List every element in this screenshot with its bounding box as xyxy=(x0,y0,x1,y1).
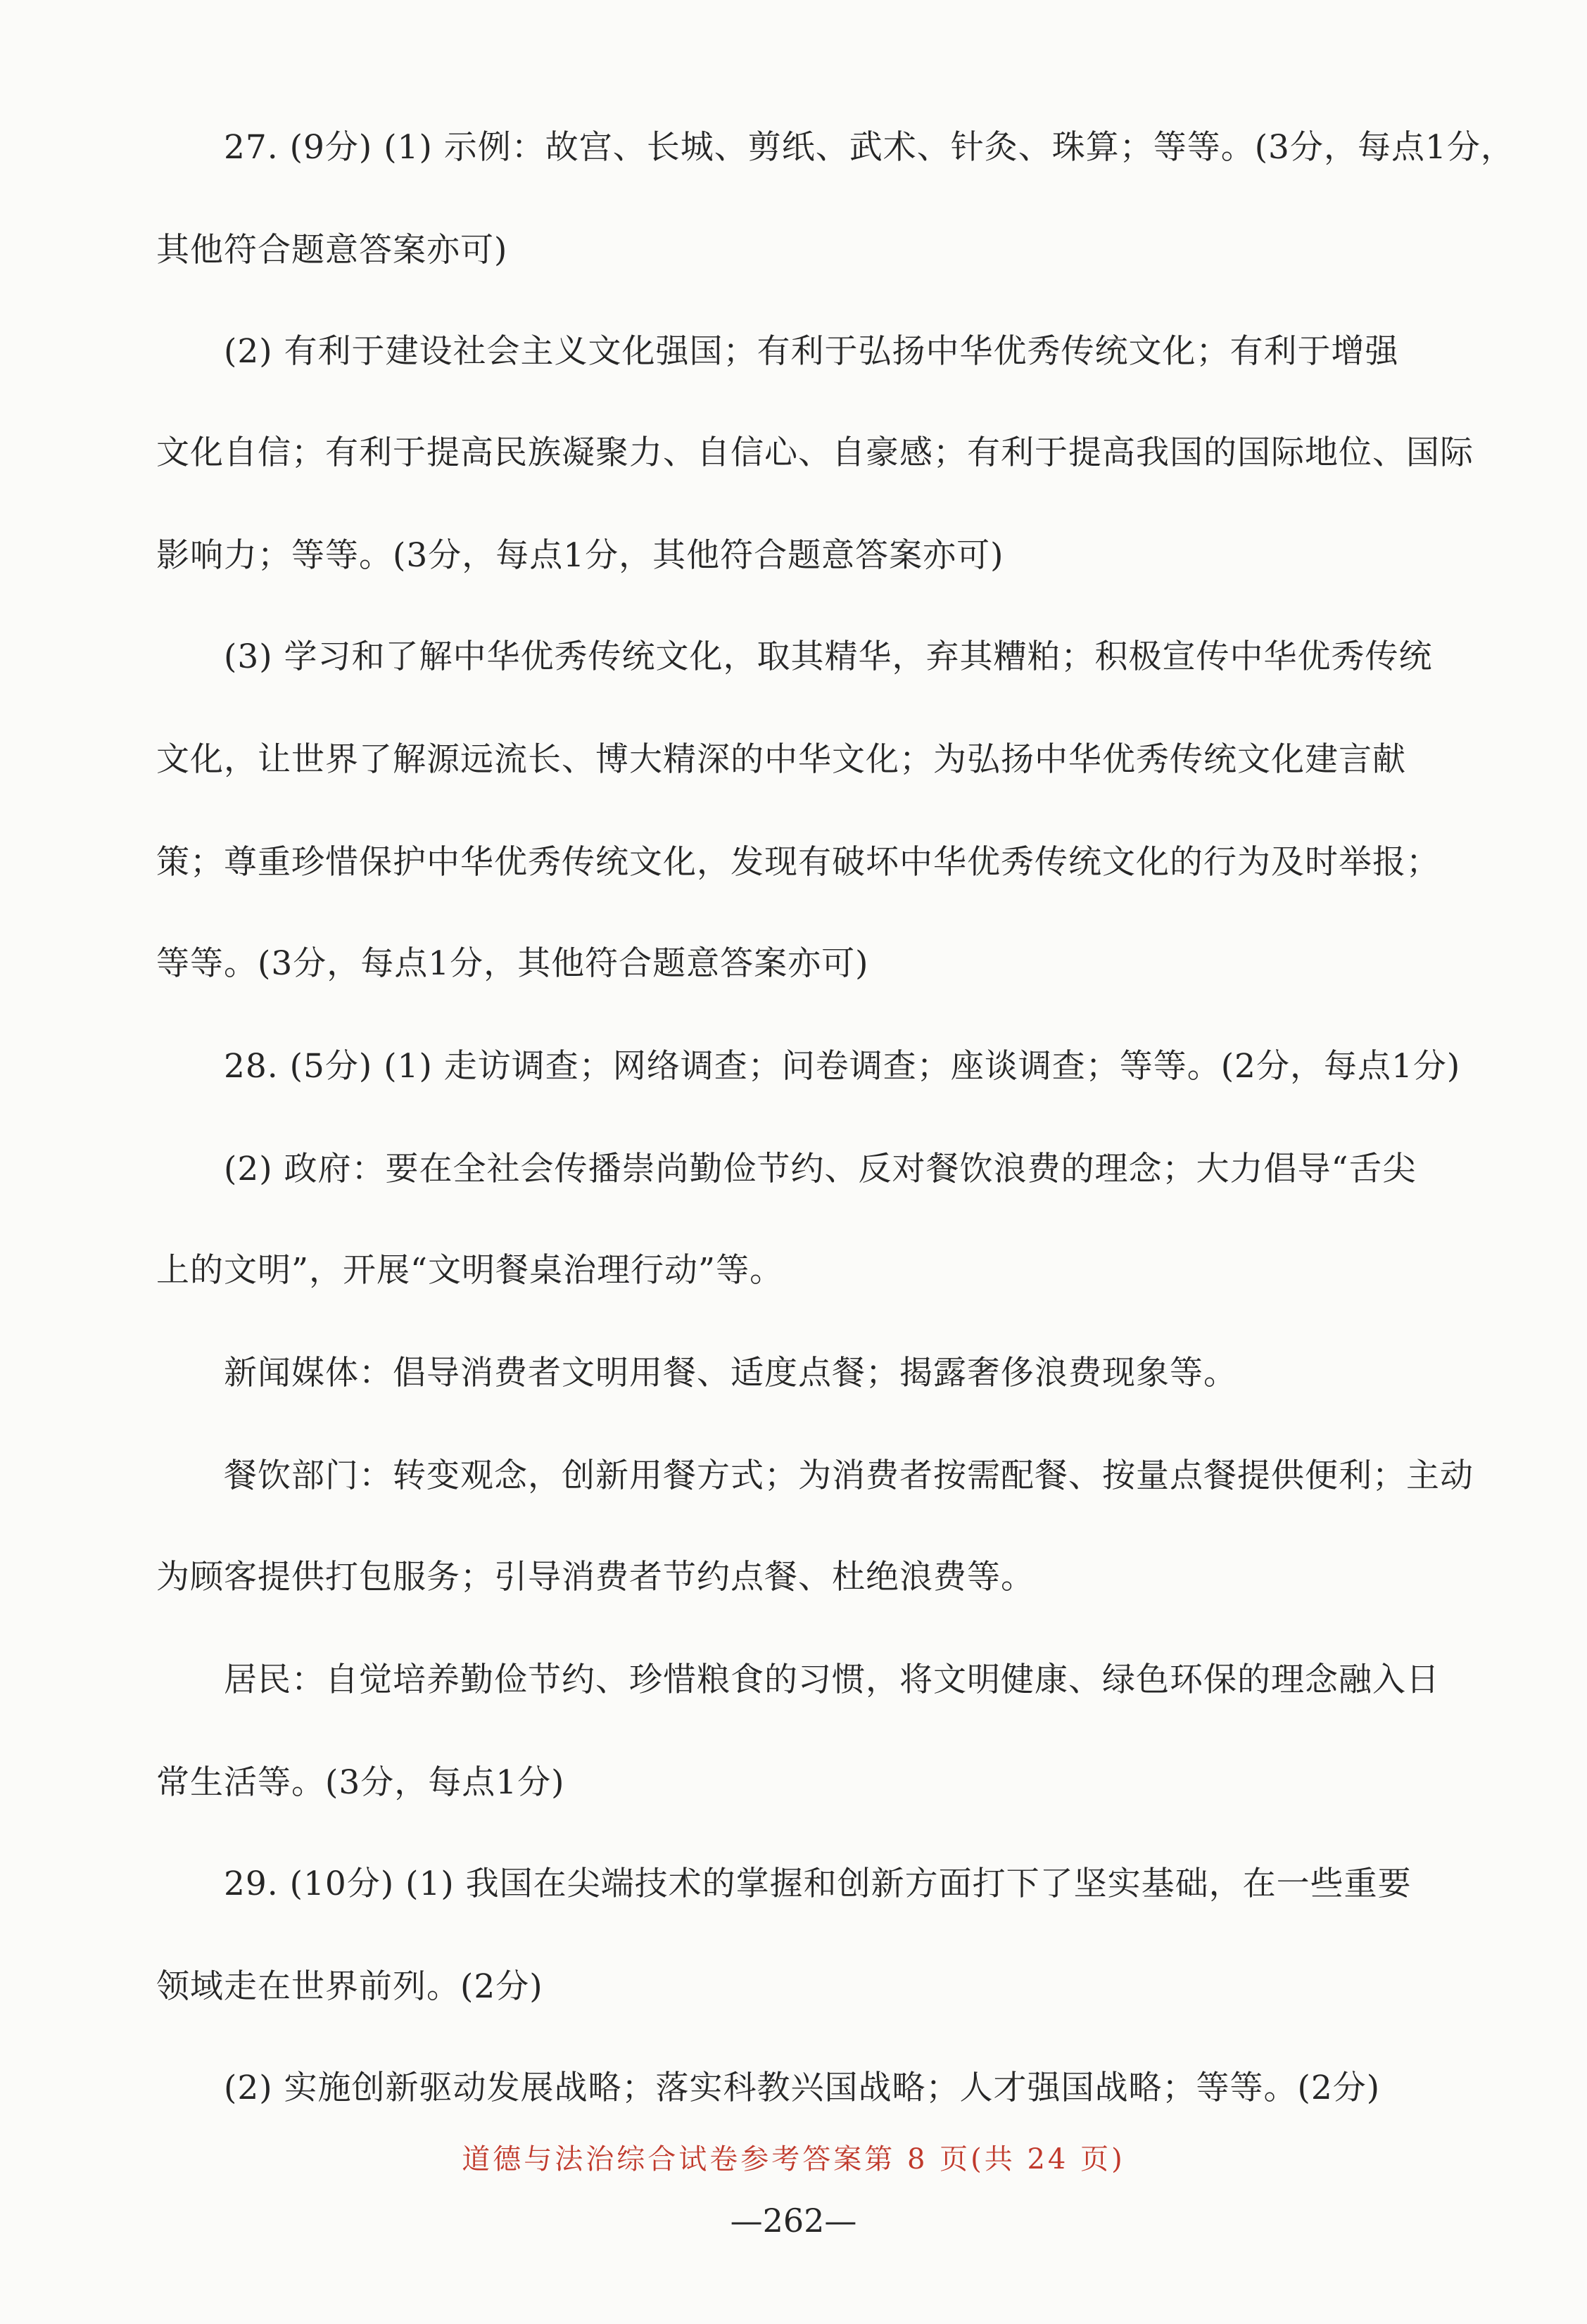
answer-27-3-line-1: (3) 学习和了解中华优秀传统文化，取其精华，弃其糟粕；积极宣传中华优秀传统 xyxy=(224,637,1433,676)
answer-28-2-line-2: 上的文明”，开展“文明餐桌治理行动”等。 xyxy=(156,1251,784,1290)
footer-title: 道德与法治综合试卷参考答案第 8 页(共 24 页) xyxy=(462,2143,1125,2176)
answer-28-catering-line-1: 餐饮部门：转变观念，创新用餐方式；为消费者按需配餐、按量点餐提供便利；主动 xyxy=(224,1456,1474,1495)
answer-28-media-line: 新闻媒体：倡导消费者文明用餐、适度点餐；揭露奢侈浪费现象等。 xyxy=(224,1354,1237,1392)
answer-28-line-1: 28. (5分) (1) 走访调查；网络调查；问卷调查；座谈调查；等等。(2分，每点1分) xyxy=(224,1047,1461,1086)
answer-27-2-line-2: 文化自信；有利于提高民族凝聚力、自信心、自豪感；有利于提高我国的国际地位、国际 xyxy=(156,433,1474,472)
answer-29-2-line: (2) 实施创新驱动发展战略；落实科教兴国战略；人才强国战略；等等。(2分) xyxy=(224,2069,1381,2107)
page-number: —262— xyxy=(730,2202,857,2240)
answer-28-residents-line-2: 常生活等。(3分，每点1分) xyxy=(156,1763,565,1802)
answer-29-line-1: 29. (10分) (1) 我国在尖端技术的掌握和创新方面打下了坚实基础，在一些重要 xyxy=(224,1865,1412,1903)
answer-27-line-1: 27. (9分) (1) 示例：故宫、长城、剪纸、武术、针灸、珠算；等等。(3分，每点1分， xyxy=(224,128,1515,167)
answer-28-catering-line-2: 为顾客提供打包服务；引导消费者节约点餐、杜绝浪费等。 xyxy=(156,1558,1035,1596)
answer-28-2-line-1: (2) 政府：要在全社会传播崇尚勤俭节约、反对餐饮浪费的理念；大力倡导“舌尖 xyxy=(224,1150,1417,1188)
answer-27-3-line-3: 策；尊重珍惜保护中华优秀传统文化，发现有破坏中华优秀传统文化的行为及时举报； xyxy=(156,843,1440,882)
answer-27-2-line-1: (2) 有利于建设社会主义文化强国；有利于弘扬中华优秀传统文化；有利于增强 xyxy=(224,332,1399,371)
answer-27-3-line-4: 等等。(3分，每点1分，其他符合题意答案亦可) xyxy=(156,944,869,983)
answer-29-line-2: 领域走在世界前列。(2分) xyxy=(156,1967,543,2006)
answer-27-3-line-2: 文化，让世界了解源远流长、博大精深的中华文化；为弘扬中华优秀传统文化建言献 xyxy=(156,740,1406,779)
answer-27-2-line-3: 影响力；等等。(3分，每点1分，其他符合题意答案亦可) xyxy=(156,536,1004,575)
answer-27-line-2: 其他符合题意答案亦可) xyxy=(156,231,508,269)
answer-28-residents-line-1: 居民：自觉培养勤俭节约、珍惜粮食的习惯，将文明健康、绿色环保的理念融入日 xyxy=(224,1661,1440,1699)
